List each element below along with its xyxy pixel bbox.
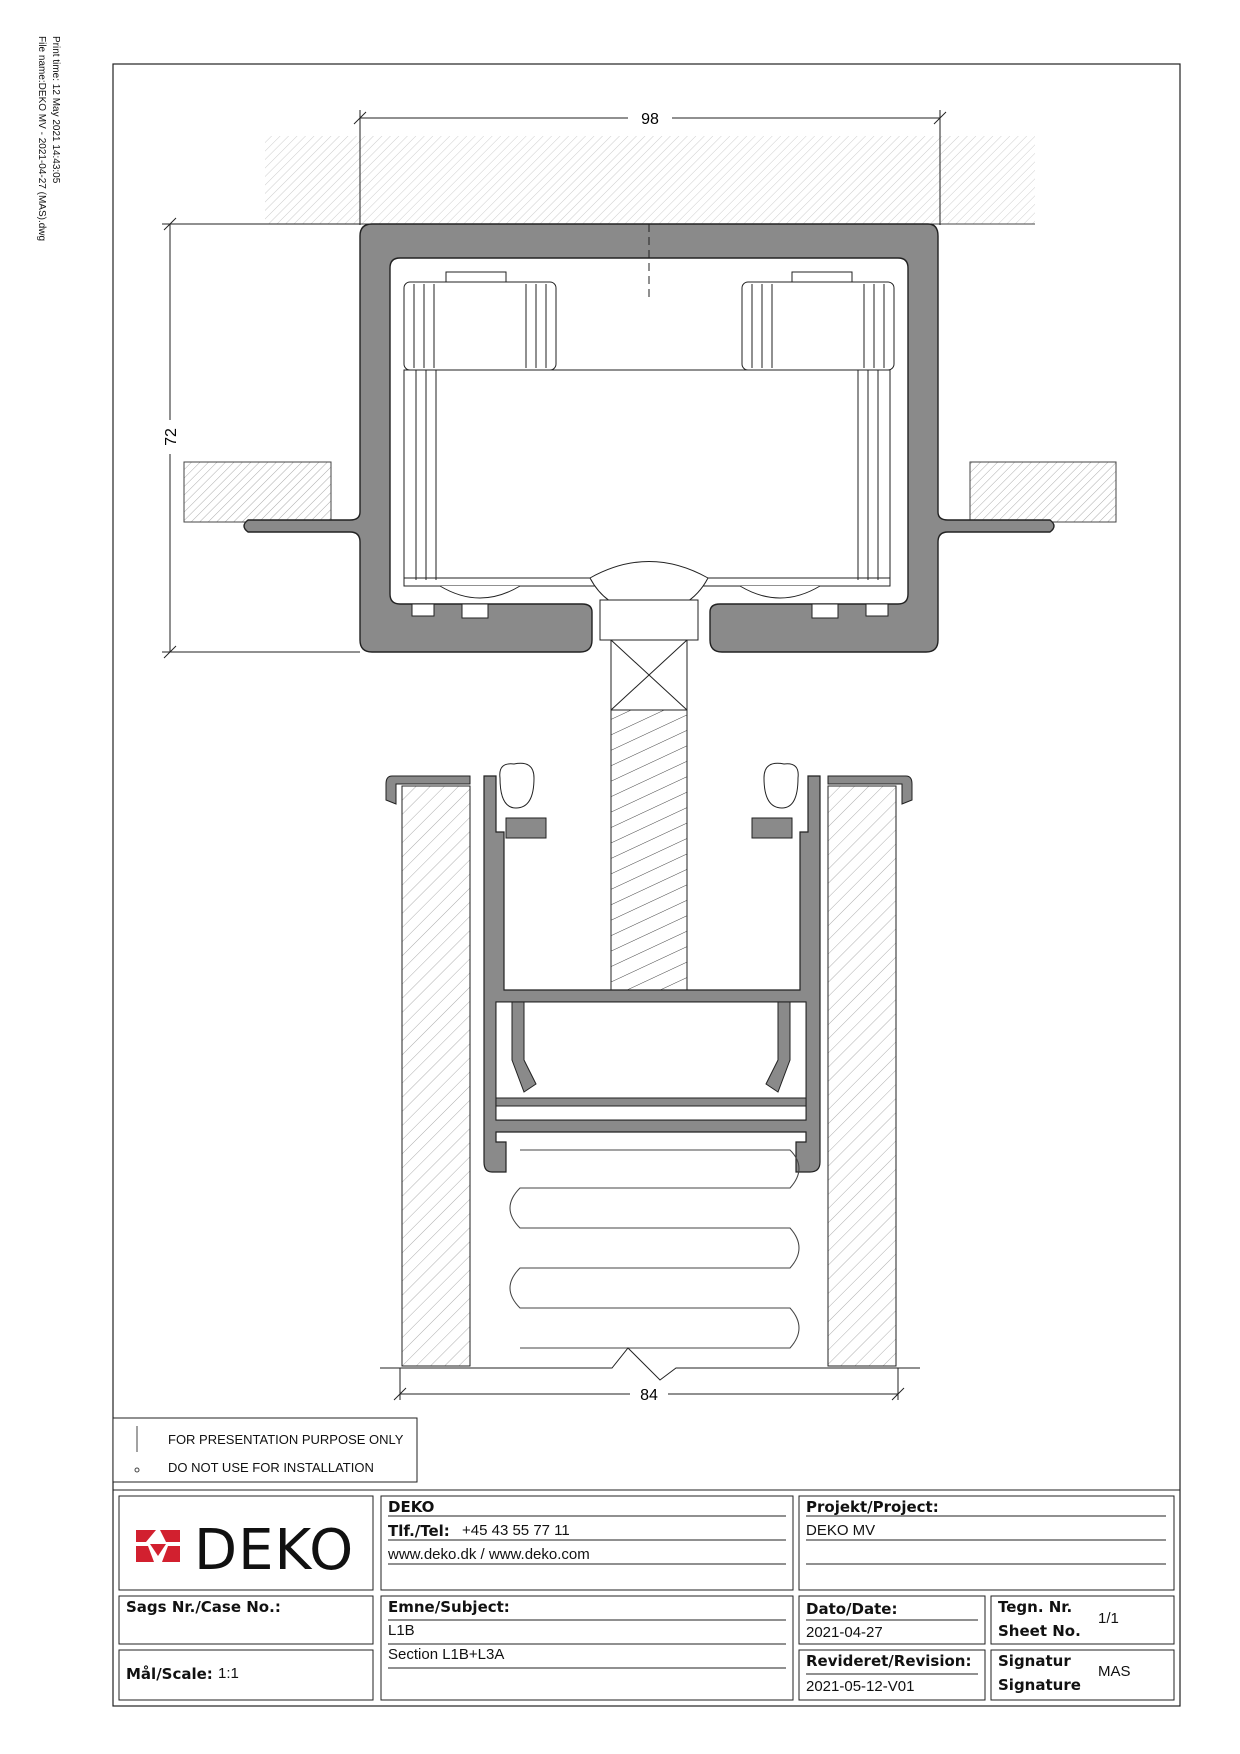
sheet-value: 1/1 <box>1098 1610 1119 1627</box>
glass-right <box>828 786 896 1366</box>
subject-label: Emne/Subject: <box>388 1598 510 1616</box>
glass-left <box>402 786 470 1366</box>
sheet-label-1: Tegn. Nr. <box>998 1598 1073 1616</box>
dimension-top-text: 98 <box>641 111 659 128</box>
dimension-72 <box>158 218 360 658</box>
file-name: File name:DEKO MV - 2021-04-27 (MAS).dwg <box>36 36 47 242</box>
deko-logo-text: DEKO <box>194 1518 355 1583</box>
signature-label-1: Signatur <box>998 1652 1071 1670</box>
seal-right <box>752 763 798 838</box>
date-label: Dato/Date: <box>806 1600 898 1618</box>
panel-serpentine <box>510 1150 799 1348</box>
subject-line-1: L1B <box>388 1622 415 1639</box>
tel-label: Tlf./Tel: <box>388 1522 450 1540</box>
scale-label: Mål/Scale: <box>126 1665 213 1683</box>
ceiling <box>168 136 1035 224</box>
company-name: DEKO <box>388 1498 435 1516</box>
roller-left <box>404 272 556 370</box>
project-value: DEKO MV <box>806 1522 876 1539</box>
wall-left <box>184 462 331 522</box>
signature-label-2: Signature <box>998 1676 1081 1694</box>
date-value: 2021-04-27 <box>806 1624 883 1641</box>
sheet-label-2: Sheet No. <box>998 1622 1081 1640</box>
wall-right <box>970 462 1116 522</box>
wheel-right <box>740 586 820 598</box>
revision-label: Revideret/Revision: <box>806 1652 972 1670</box>
project-label: Projekt/Project: <box>806 1498 939 1516</box>
dimension-height-text: 72 <box>163 428 180 446</box>
tel-value: +45 43 55 77 11 <box>462 1522 570 1539</box>
notice-line-2: DO NOT USE FOR INSTALLATION <box>168 1460 374 1475</box>
case-label: Sags Nr./Case No.: <box>126 1598 281 1616</box>
revision-value: 2021-05-12-V01 <box>806 1678 915 1695</box>
company-web: www.deko.dk / www.deko.com <box>388 1546 590 1563</box>
frame-bar <box>496 1098 806 1106</box>
scale-value: 1:1 <box>218 1665 239 1682</box>
dimension-bottom-text: 84 <box>640 1387 658 1404</box>
carriage <box>404 370 890 586</box>
roller-right <box>742 272 894 370</box>
wheel-left <box>440 586 520 598</box>
deko-logo <box>134 1518 364 1583</box>
hanger-block <box>600 600 698 640</box>
subject-line-2: Section L1B+L3A <box>388 1646 505 1663</box>
signature-value: MAS <box>1098 1663 1131 1680</box>
print-time: Print time: 12 May 2021 14:43:05 <box>50 36 61 184</box>
notice-line-1: FOR PRESENTATION PURPOSE ONLY <box>168 1432 404 1447</box>
seal-left <box>500 763 546 838</box>
